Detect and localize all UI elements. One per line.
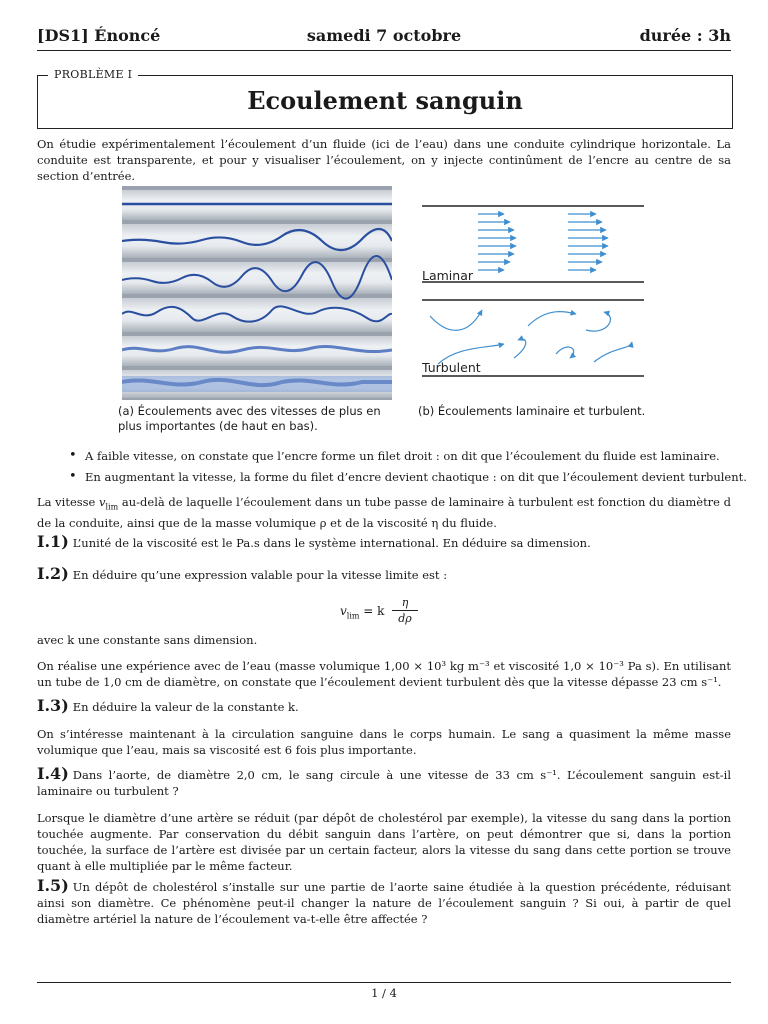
label-laminar: Laminar bbox=[422, 268, 473, 283]
formula-lhs-sub: lim bbox=[346, 611, 360, 621]
vlim-paragraph bbox=[37, 494, 731, 531]
vlim-sub: lim bbox=[105, 502, 119, 512]
formula-denominator: dρ bbox=[398, 612, 412, 625]
problem-label: PROBLÈME I bbox=[48, 68, 138, 81]
question-1-text: L’unité de la viscosité est le Pa.s dans le système international. En déduire sa dimension. bbox=[72, 536, 591, 550]
bullet-list bbox=[37, 448, 768, 490]
header-left: [DS1] Énoncé bbox=[37, 26, 161, 45]
question-5 bbox=[37, 878, 731, 927]
page-header bbox=[37, 24, 731, 51]
vlim-text-2: au-delà de laquelle l’écoulement dans un tube passe de laminaire à turbulent est fonction du diamètre d de la conduite, ainsi que de la masse volumique ρ et de la viscosité η du fluide. bbox=[37, 495, 732, 531]
figure-b-flow-diagram bbox=[418, 186, 644, 386]
label-turbulent: Turbulent bbox=[422, 360, 481, 375]
question-2 bbox=[37, 566, 731, 583]
question-3-number: I.3) bbox=[37, 696, 69, 715]
formula-numerator: η bbox=[392, 596, 418, 611]
after-formula-text: avec k une constante sans dimension. bbox=[37, 633, 258, 647]
caption-a: (a) Écoulements avec des vitesses de plus en plus importantes (de haut en bas). bbox=[118, 404, 381, 433]
footer-rule bbox=[37, 982, 731, 983]
question-4-text: Dans l’aorte, de diamètre 2,0 cm, le sang circule à une vitesse de 33 cm s⁻¹. L’écoulement sanguin est-il laminaire ou turbulent ? bbox=[37, 768, 731, 798]
formula-vlim bbox=[340, 596, 430, 630]
artery-paragraph: Lorsque le diamètre d’une artère se réduit (par dépôt de cholestérol par exemple), la vitesse du sang dans la portion touchée augmente. Par conservation du débit sanguin dans l’artère, on peut démontrer que si, dans la portion touchée, la surface de l’artère est divisée par un certain facteur, alors la vitesse du sang dans cette portion se trouve quant à elle multipliée par le même facteur. bbox=[37, 811, 731, 873]
question-4 bbox=[37, 766, 731, 799]
header-duration: durée : 3h bbox=[639, 26, 731, 45]
page-number: 1 / 4 bbox=[371, 986, 397, 1000]
formula-eq: = k bbox=[359, 604, 385, 618]
intro-paragraph: On étudie expérimentalement l’écoulement d’un fluide (ici de l’eau) dans une conduite cylindrique horizontale. La conduite est transparente, et pour y visualiser l’écoulement, on y injecte continûment de l’encre au centre de sa section d’entrée. bbox=[37, 137, 731, 183]
question-5-number: I.5) bbox=[37, 876, 69, 895]
question-3 bbox=[37, 698, 731, 715]
question-1-number: I.1) bbox=[37, 532, 69, 551]
bullet-item: • En augmentant la vitesse, la forme du filet d’encre devient chaotique : on dit que l’écoulement devient turbulent. bbox=[85, 469, 768, 485]
question-4-number: I.4) bbox=[37, 764, 69, 783]
formula-lhs: v bbox=[340, 604, 347, 618]
vlim-text-1: La vitesse bbox=[37, 495, 100, 509]
caption-b: (b) Écoulements laminaire et turbulent. bbox=[418, 404, 646, 418]
question-2-number: I.2) bbox=[37, 564, 69, 583]
bullet-item: • A faible vitesse, on constate que l’encre forme un filet droit : on dit que l’écoulement du fluide est laminaire. bbox=[85, 448, 768, 464]
vlim-var: v bbox=[99, 495, 106, 509]
header-date: samedi 7 octobre bbox=[306, 26, 462, 45]
question-2-text: En déduire qu’une expression valable pour la vitesse limite est : bbox=[72, 568, 448, 582]
experiment-paragraph: On réalise une expérience avec de l’eau (masse volumique 1,00 × 10³ kg m⁻³ et viscosité 1,0 × 10⁻³ Pa s). En utilisant un tube de 1,0 cm de diamètre, on constate que l’écoulement devient turbulent dès que la vitesse dépasse 23 cm s⁻¹. bbox=[37, 659, 731, 689]
question-1 bbox=[37, 534, 731, 551]
problem-title: Ecoulement sanguin bbox=[247, 86, 523, 115]
figure-a-tubes bbox=[122, 186, 392, 400]
question-5-text: Un dépôt de cholestérol s’installe sur une partie de l’aorte saine étudiée à la question précédente, réduisant ainsi son diamètre. Ce phénomène peut-il changer la nature de l’écoulement sanguin ? Si oui, à partir de quel diamètre artériel la nature de l’écoulement va-t-elle être affectée ? bbox=[37, 880, 731, 926]
blood-paragraph: On s’intéresse maintenant à la circulation sanguine dans le corps humain. Le sang a quasiment la même masse volumique que l’eau, mais sa viscosité est 6 fois plus importante. bbox=[37, 727, 731, 757]
question-3-text: En déduire la valeur de la constante k. bbox=[72, 700, 299, 714]
problem-box bbox=[37, 68, 733, 129]
formula-fraction bbox=[392, 596, 418, 625]
